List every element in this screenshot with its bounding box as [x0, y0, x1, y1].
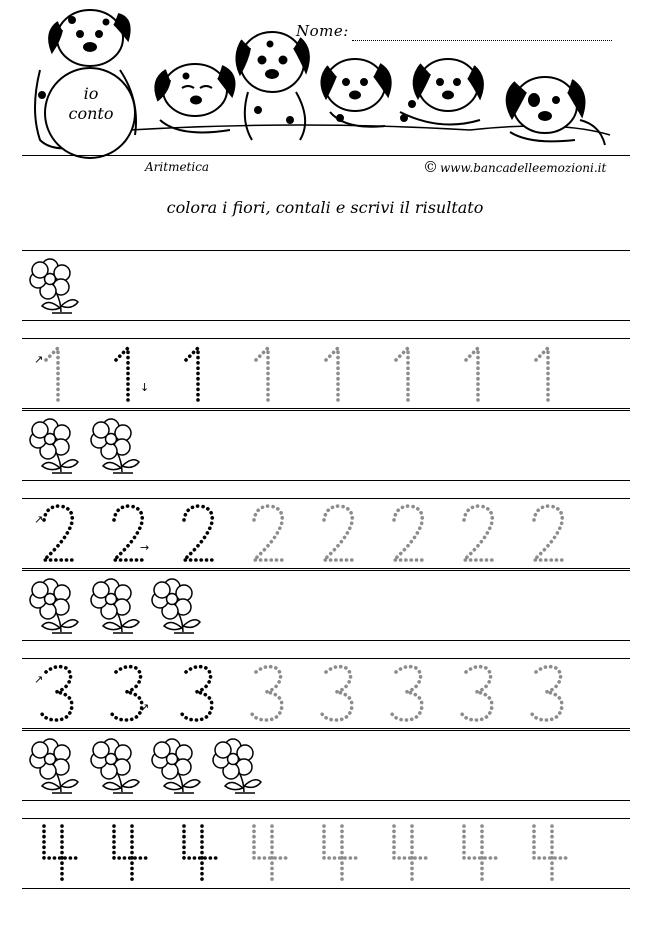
- tracing-digit[interactable]: [102, 822, 154, 884]
- stroke-guide-arrow: ↗: [34, 513, 44, 526]
- badge-line-2: conto: [68, 104, 114, 123]
- tracing-digit[interactable]: [32, 822, 84, 884]
- ruler-line: [22, 568, 630, 569]
- ruler-line: [22, 658, 630, 659]
- name-input-line[interactable]: [352, 40, 612, 41]
- flower-icon[interactable]: [150, 578, 202, 634]
- tracing-digit[interactable]: [382, 822, 434, 884]
- copyright-symbol: ©: [423, 158, 438, 176]
- ruler-line: [22, 730, 630, 731]
- ruler-line: [22, 408, 630, 409]
- ruler-line: [22, 410, 630, 411]
- tracing-digit[interactable]: [522, 502, 574, 564]
- stroke-guide-arrow: ↓: [140, 381, 150, 394]
- tracing-digit[interactable]: [172, 822, 224, 884]
- copyright-website: [423, 158, 606, 176]
- tracing-digit[interactable]: [312, 342, 364, 404]
- tracing-digit[interactable]: [452, 342, 504, 404]
- instructions-text: colora i fiori, contali e scrivi il risultato: [166, 198, 484, 217]
- tracing-digit[interactable]: [172, 662, 224, 724]
- ruler-line: [22, 818, 630, 819]
- flower-icon[interactable]: [89, 578, 141, 634]
- tracing-digit[interactable]: [172, 342, 224, 404]
- ruler-line: [22, 640, 630, 641]
- tracing-digit[interactable]: [522, 822, 574, 884]
- tracing-digit[interactable]: [242, 822, 294, 884]
- flower-icon[interactable]: [28, 258, 80, 314]
- tracing-digit[interactable]: [242, 502, 294, 564]
- tracing-digit[interactable]: [312, 822, 364, 884]
- tracing-digit[interactable]: [102, 662, 154, 724]
- badge-line-1: io: [83, 84, 99, 103]
- flower-icon[interactable]: [150, 738, 202, 794]
- ruler-line: [22, 338, 630, 339]
- tracing-digit[interactable]: [382, 342, 434, 404]
- stroke-guide-arrow: ↗: [34, 353, 44, 366]
- stroke-guide-arrow: ↗: [34, 673, 44, 686]
- subject-label: Aritmetica: [145, 160, 210, 174]
- flower-icon[interactable]: [89, 738, 141, 794]
- ruler-line: [22, 480, 630, 481]
- tracing-digit[interactable]: [102, 342, 154, 404]
- tracing-digit[interactable]: [172, 502, 224, 564]
- tracing-digit[interactable]: [522, 342, 574, 404]
- tracing-digit[interactable]: [452, 822, 504, 884]
- ruler-line: [22, 320, 630, 321]
- tracing-digit[interactable]: [32, 502, 84, 564]
- tracing-digit[interactable]: [382, 502, 434, 564]
- ruler-line: [22, 498, 630, 499]
- ruler-line: [22, 250, 630, 251]
- badge-label: [46, 84, 136, 124]
- tracing-digit[interactable]: [452, 502, 504, 564]
- flower-icon[interactable]: [28, 578, 80, 634]
- tracing-digit[interactable]: [242, 662, 294, 724]
- tracing-digit[interactable]: [32, 662, 84, 724]
- stroke-guide-arrow: ↗: [140, 701, 150, 714]
- flower-icon[interactable]: [89, 418, 141, 474]
- ruler-line: [22, 728, 630, 729]
- tracing-digit[interactable]: [312, 662, 364, 724]
- ruler-line: [22, 800, 630, 801]
- tracing-digit[interactable]: [312, 502, 364, 564]
- flower-icon[interactable]: [28, 418, 80, 474]
- tracing-digit[interactable]: [522, 662, 574, 724]
- ruler-line: [22, 570, 630, 571]
- tracing-digit[interactable]: [382, 662, 434, 724]
- ruler-line: [22, 888, 630, 889]
- tracing-digit[interactable]: [242, 342, 294, 404]
- flower-icon[interactable]: [28, 738, 80, 794]
- stroke-guide-arrow: →: [140, 541, 150, 554]
- tracing-digit[interactable]: [32, 342, 84, 404]
- tracing-digit[interactable]: [452, 662, 504, 724]
- name-label: Nome:: [296, 22, 349, 40]
- flower-icon[interactable]: [211, 738, 263, 794]
- tracing-digit[interactable]: [102, 502, 154, 564]
- website-text: www.bancadelleemozioni.it: [440, 161, 607, 175]
- header-rule: [22, 155, 630, 156]
